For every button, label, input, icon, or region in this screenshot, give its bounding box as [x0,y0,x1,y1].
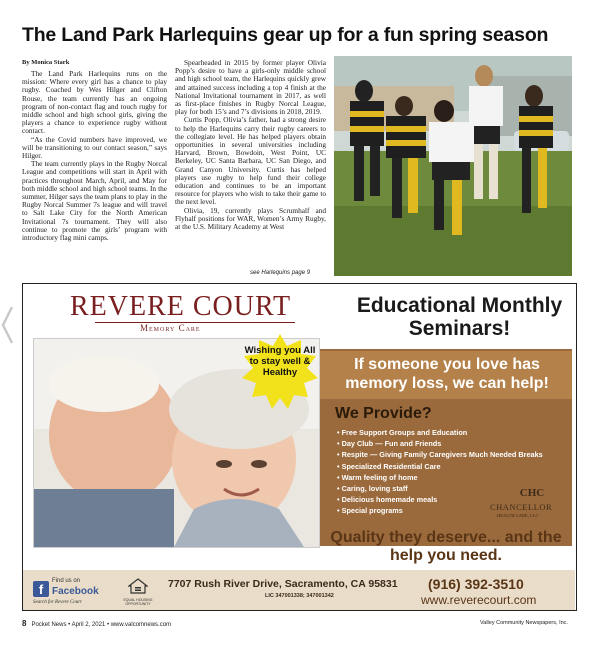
license: LIC 347001338; 347001342 [265,593,334,599]
paragraph: “As the Covid numbers have improved, we will be transitioning to our contact season,” says Hilger. [22,134,167,161]
website-link[interactable]: www.reverecourt.com [421,593,537,607]
list-item: • Delicious homemade meals [337,494,577,505]
seminar-heading: Educational Monthly Seminars! [356,294,563,340]
paragraph: The Land Park Harlequins runs on the mission: Where every girl has a chance to play rugby. Coached by Wes Hilger and Clifton Rouse, the team currently has an ongoing program of non-contact flag and touch rugby for middle school and high school girls, giving the players a chance to experience rugby without contact. [22,69,167,136]
facebook-link[interactable]: Facebook [52,586,99,597]
paragraph: Curtis Popp, Olivia’s father, had a strong desire to help the Harlequins carry their rugby careers to the collegiate level. He has helped players obtain opportunities in several universities including Harvard, Brown, Bowdoin, West Point, UC Berkeley, UC Santa Barbara, UC San Diego, and Grand Canyon University. Curtis has helped players use rugby to help fund their college education and continues to be an important resource for players who wish to take their game to the next level. [175,115,326,207]
equal-housing-text: EQUAL HOUSING OPPORTUNITY [123,598,153,606]
list-item: • Specialized Residential Care [337,461,577,472]
tagline: If someone you love has memory loss, we can help! [345,356,549,392]
equal-housing-icon [128,578,148,594]
publisher: Valley Community Newspapers, Inc. [480,620,568,626]
headline: The Land Park Harlequins gear up for a fun spring season [22,24,549,46]
continued-jump-line[interactable]: see Harlequins page 9 [250,270,311,276]
services-heading: We Provide? [335,405,432,422]
page-number: 8 [22,619,27,628]
chancellor-name: CHANCELLOR [490,502,553,512]
list-item: • Respite — Giving Family Caregivers Much Needed Breaks [337,449,577,460]
article-column-2 [175,59,326,231]
list-item: • Day Club — Fun and Friends [337,438,577,449]
brand-logo-subtitle: Memory Care [140,323,201,333]
byline: By Monica Stark [22,59,70,66]
paragraph: The team currently plays in the Rugby Norcal League and competitions will start in April with practices throughout March, April, and May for both middle school and high school teams. In the summer, Hilger says the team plans to play in the Rugby Norcal Summer 7s league and will travel to Salt Lake City for the North American Invitational 7s tournament. They will also continue to promote the girls’ program with introductory flag mini camps. [22,159,167,243]
footer-info: Pocket News • April 2, 2021 • www.valcomnews.com [31,622,172,628]
facebook-search-text: Search for Revere Court [33,600,82,605]
chancellor-subtitle: HEALTH CARE, LLC [497,513,539,518]
quality-slogan: Quality they deserve... and the help you need. [330,529,562,564]
phone-number[interactable]: (916) 392-3510 [428,576,524,592]
paragraph: Spearheaded in 2015 by former player Olivia Popp’s desire to have a girls-only middle school and high school team, the Harlequins quickly grew and attained success including a top 4 finish at the National Invitational tournament in 2017, as well as first-place finishes in Rugby Norcal League, play for both 15’s and 7’s divisions in 2018, 2019. [175,58,326,117]
chc-mark-text: CHC [519,487,545,499]
paragraph: Olivia, 19, currently plays Scrumhalf and Flyhalf positions for WAR, Women’s Army Rugby, at the U.S. Military Academy at West [175,205,326,232]
list-item: • Free Support Groups and Education [337,427,577,438]
chevron-left-icon[interactable] [0,305,14,345]
badge-text: Wishing you All to stay well & Healthy [244,345,316,378]
article-column-1 [22,70,167,242]
facebook-icon[interactable]: f [33,581,49,597]
brand-logo-title: REVERE COURT [70,291,292,322]
rugby-photo [334,56,572,276]
facebook-find-text: Find us on [52,578,81,584]
list-item: • Caring, loving staff [337,483,577,494]
list-item: • Warm feeling of home [337,472,577,483]
list-item: • Special programs [337,505,577,516]
address: 7707 Rush River Drive, Sacramento, CA 95831 [168,578,398,590]
page-footer [22,619,171,628]
chancellor-logo-icon [511,484,553,500]
